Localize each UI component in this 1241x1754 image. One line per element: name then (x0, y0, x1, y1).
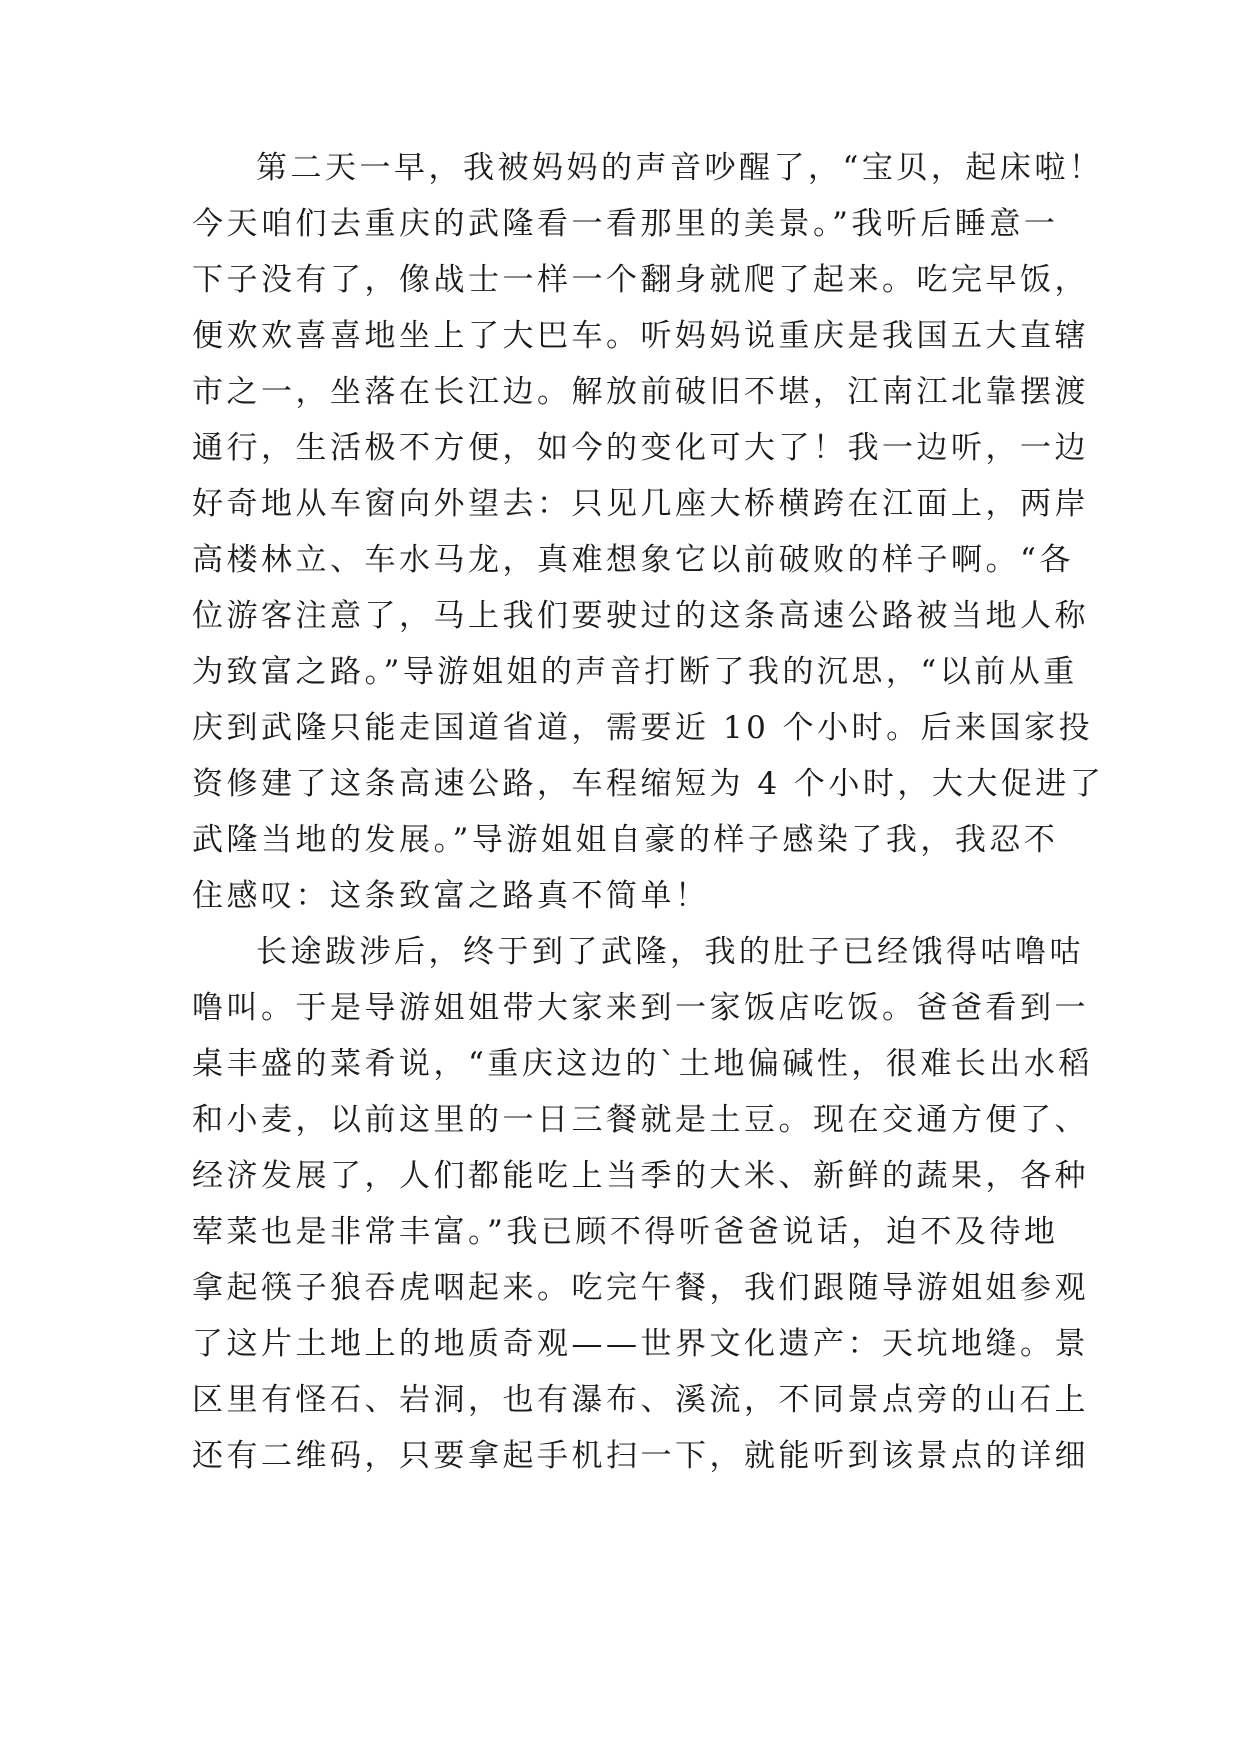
text-line: 便欢欢喜喜地坐上了大巴车。听妈妈说重庆是我国五大直辖 (192, 318, 1089, 354)
text-line: 和小麦，以前这里的一日三餐就是土豆。现在交通方便了、 (192, 1102, 1089, 1138)
text-line: 资修建了这条高速公路，车程缩短为 4 个小时，大大促进了 (192, 766, 1105, 802)
text-line: 位游客注意了，马上我们要驶过的这条高速公路被当地人称 (192, 598, 1089, 634)
text-line: 拿起筷子狼吞虎咽起来。吃完午餐，我们跟随导游姐姐参观 (192, 1270, 1089, 1306)
text-line: 还有二维码，只要拿起手机扫一下，就能听到该景点的详细 (192, 1438, 1089, 1474)
text-line: 好奇地从车窗向外望去：只见几座大桥横跨在江面上，两岸 (192, 486, 1089, 522)
text-line: 第二天一早，我被妈妈的声音吵醒了，“宝贝，起床啦！ (256, 150, 1104, 186)
text-line: 住感叹：这条致富之路真不简单！ (192, 878, 710, 914)
text-line: 噜叫。于是导游姐姐带大家来到一家饭店吃饭。爸爸看到一 (192, 990, 1089, 1026)
text-line: 高楼林立、车水马龙，真难想象它以前破败的样子啊。“各 (192, 542, 1074, 578)
text-line: 桌丰盛的菜肴说，“重庆这边的`土地偏碱性，很难长出水稻 (192, 1046, 1093, 1082)
text-line: 了这片土地上的地质奇观——世界文化遗产：天坑地缝。景 (192, 1326, 1089, 1362)
text-line: 庆到武隆只能走国道省道，需要近 10 个小时。后来国家投 (192, 710, 1094, 746)
text-line: 通行，生活极不方便，如今的变化可大了！我一边听，一边 (192, 430, 1089, 466)
text-line: 武隆当地的发展。”导游姐姐自豪的样子感染了我，我忍不 (192, 822, 1059, 858)
text-line: 市之一，坐落在长江边。解放前破旧不堪，江南江北靠摆渡 (192, 374, 1089, 410)
text-line: 为致富之路。”导游姐姐的声音打断了我的沉思，“以前从重 (192, 654, 1078, 690)
text-line: 下子没有了，像战士一样一个翻身就爬了起来。吃完早饭， (192, 262, 1089, 298)
text-line: 荤菜也是非常丰富。”我已顾不得听爸爸说话，迫不及待地 (192, 1214, 1059, 1250)
text-line: 长途跋涉后，终于到了武隆，我的肚子已经饿得咕噜咕 (256, 934, 1084, 970)
text-line: 今天咱们去重庆的武隆看一看那里的美景。”我听后睡意一 (192, 206, 1059, 242)
text-line: 经济发展了，人们都能吃上当季的大米、新鲜的蔬果，各种 (192, 1158, 1089, 1194)
text-line: 区里有怪石、岩洞，也有瀑布、溪流，不同景点旁的山石上 (192, 1382, 1089, 1418)
